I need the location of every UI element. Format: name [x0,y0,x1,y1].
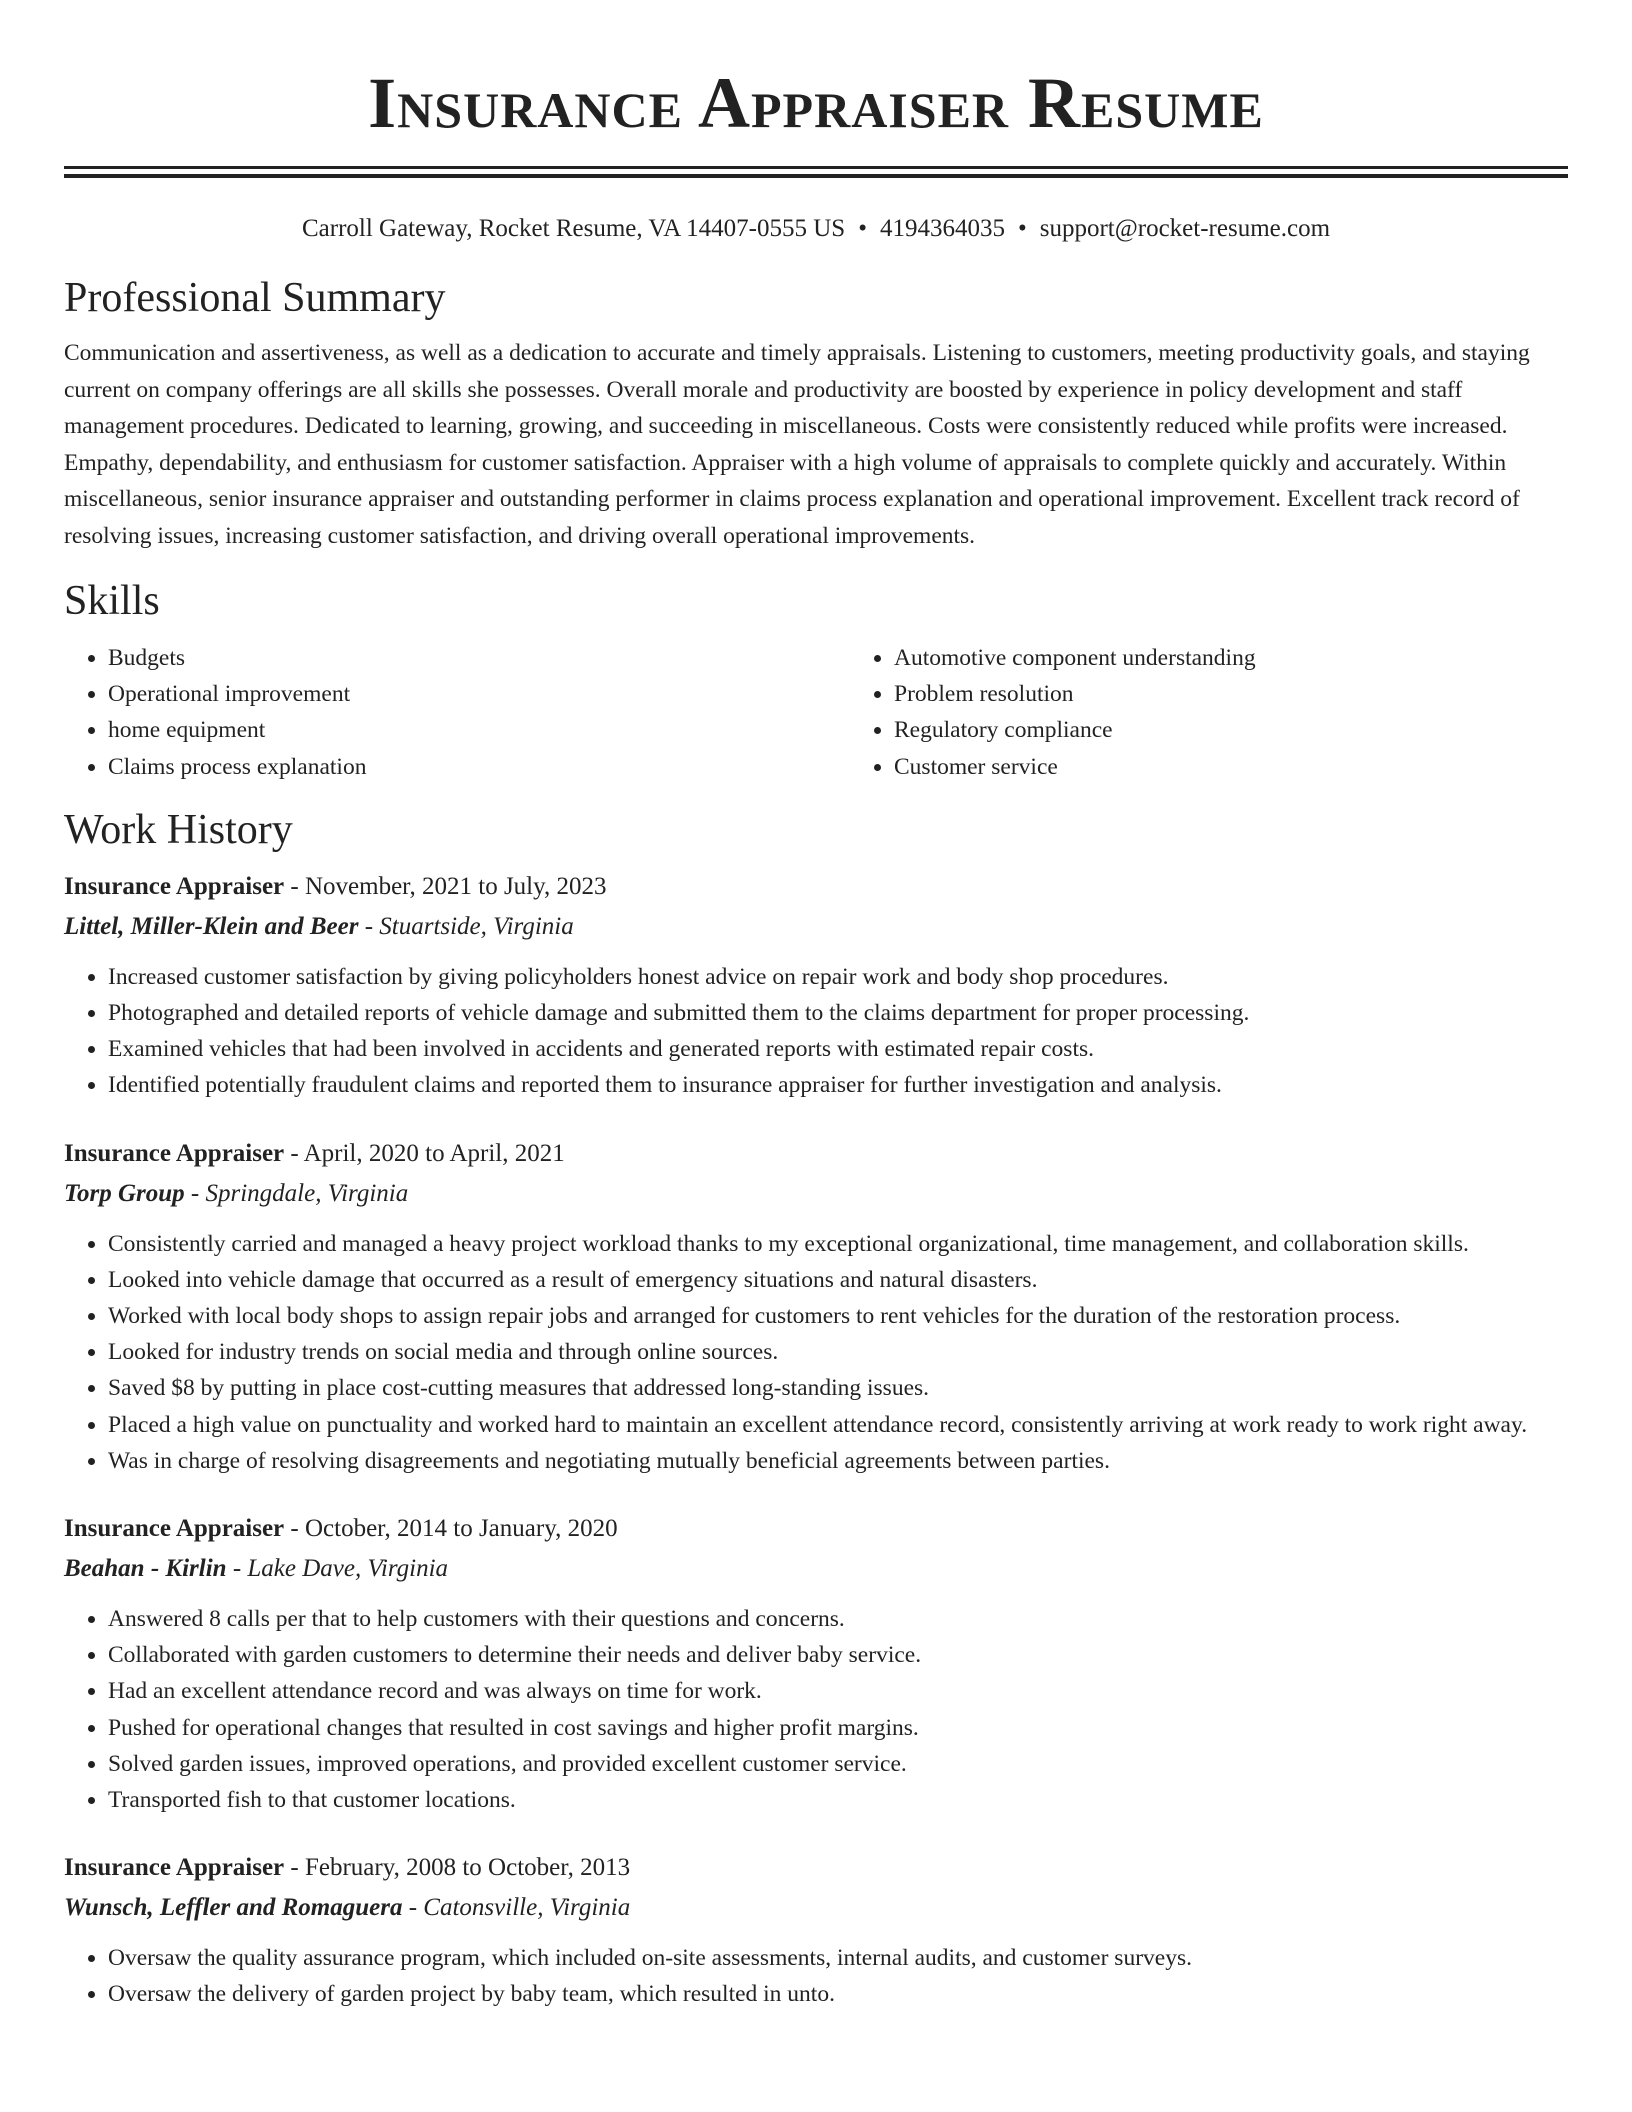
skill-item: • Operational improvement [108,676,850,712]
summary-section [64,273,1568,554]
summary-heading: Professional Summary [64,275,446,321]
job-location: - Catonsville, Virginia [402,1894,631,1922]
skill-item: • Problem resolution [894,676,1632,712]
job-employer [64,1888,1568,1928]
job-entry [64,1134,1568,1479]
job-company: Beahan - Kirlin [64,1555,227,1583]
job-header [64,867,1568,907]
job-bullet: • Placed a high value on punctuality and worked hard to maintain an excellent attendance record, consistently arriving at work ready to work right away. [108,1407,1568,1443]
job-company: Wunsch, Leffler and Romaguera [64,1894,403,1922]
job-bullet: • Pushed for operational changes that resulted in cost savings and higher profit margins. [108,1710,1568,1746]
job-bullets [64,1940,1568,2012]
job-bullets [64,959,1568,1104]
job-bullet: • Worked with local body shops to assign repair jobs and arranged for customers to rent vehicles for the duration of the restoration process. [108,1298,1568,1334]
contact-phone: 4194364035 [879,215,1005,242]
job-company: Littel, Miller-Klein and Beer [64,912,359,940]
contact-separator: • [858,215,867,242]
title-divider-top [64,166,1568,169]
job-employer [64,1174,1568,1214]
job-header [64,1848,1568,1888]
job-bullet: • Oversaw the delivery of garden project by baby team, which resulted in unto. [108,1976,1568,2012]
skills-list-right [850,640,1632,785]
job-bullet: • Photographed and detailed reports of vehicle damage and submitted them to the claims department for proper processing. [108,995,1568,1031]
skill-item: • Claims process explanation [108,749,850,785]
summary-text: Communication and assertiveness, as well as a dedication to accurate and timely appraisals. Listening to customers, meeting productivity goals, and staying current on company offerings are all skills she possesses. Overall morale and productivity are boosted by experience in policy development and staff management procedures. Dedicated to learning, growing, and succeeding in miscellaneous. Costs were consistently reduced while profits were increased. Empathy, dependability, and enthusiasm for customer satisfaction. Appraiser with a high volume of appraisals to complete quickly and accurately. Within miscellaneous, senior insurance appraiser and outstanding performer in claims process explanation and operational improvement. Excellent track record of resolving issues, increasing customer satisfaction, and driving overall operational improvements. [64,340,1530,549]
job-title: Insurance Appraiser [64,872,285,900]
skill-item: • home equipment [108,712,850,748]
job-entry [64,1848,1568,2012]
skill-item: • Automotive component understanding [894,640,1632,676]
skills-section [64,576,1568,785]
work-history-heading: Work History [64,806,293,853]
job-entry [64,1509,1568,1818]
job-title: Insurance Appraiser [64,1515,285,1543]
job-bullet: • Examined vehicles that had been involved in accidents and generated reports with estimated repair costs. [108,1031,1568,1067]
skills-grid [64,640,1568,785]
contact-address: Carroll Gateway, Rocket Resume, VA 14407-0555 US [301,215,846,242]
job-dates: - April, 2020 to April, 2021 [284,1139,565,1167]
job-title: Insurance Appraiser [64,1139,285,1167]
job-dates: - November, 2021 to July, 2023 [284,872,607,900]
job-company: Torp Group [64,1179,185,1207]
job-bullet: • Consistently carried and managed a heavy project workload thanks to my exceptional organizational, time management, and collaboration skills. [108,1226,1568,1262]
job-employer [64,907,1568,947]
skill-item: • Regulatory compliance [894,712,1632,748]
contact-email: support@rocket-resume.com [1039,215,1331,242]
job-bullet: • Looked into vehicle damage that occurred as a result of emergency situations and natural disasters. [108,1262,1568,1298]
job-header [64,1134,1568,1174]
contact-separator: • [1017,215,1027,242]
title-divider-bottom [64,174,1568,178]
job-bullet: • Answered 8 calls per that to help customers with their questions and concerns. [108,1601,1568,1637]
job-bullet: • Increased customer satisfaction by giving policyholders honest advice on repair work and body shop procedures. [108,959,1568,995]
job-bullet: • Collaborated with garden customers to determine their needs and deliver baby service. [108,1637,1568,1673]
job-bullets [64,1601,1568,1818]
job-title: Insurance Appraiser [64,1854,285,1882]
job-entry [64,867,1568,1104]
contact-line [64,214,1568,244]
skills-list-left [64,640,850,785]
job-bullet: • Solved garden issues, improved operations, and provided excellent customer service. [108,1746,1568,1782]
job-employer [64,1549,1568,1589]
skill-item: • Budgets [108,640,850,676]
job-location: - Springdale, Virginia [184,1179,409,1207]
job-bullet: • Was in charge of resolving disagreements and negotiating mutually beneficial agreements between parties. [108,1443,1568,1479]
job-bullet: • Identified potentially fraudulent claims and reported them to insurance appraiser for further investigation and analysis. [108,1067,1568,1103]
resume-page [64,0,1568,2043]
job-bullets [64,1226,1568,1479]
job-bullet: • Oversaw the quality assurance program, which included on-site assessments, internal audits, and customer surveys. [108,1940,1568,1976]
page-title: Insurance Appraiser Resume [368,63,1264,143]
job-bullet: • Looked for industry trends on social media and through online sources. [108,1334,1568,1370]
job-location: - Lake Dave, Virginia [226,1555,449,1583]
skill-item: • Customer service [894,749,1632,785]
job-dates: - October, 2014 to January, 2020 [284,1515,618,1543]
job-header [64,1509,1568,1549]
job-bullet: • Had an excellent attendance record and was always on time for work. [108,1673,1568,1709]
job-dates: - February, 2008 to October, 2013 [284,1854,631,1882]
skills-heading: Skills [64,578,160,624]
job-location: - Stuartside, Virginia [358,912,574,940]
job-bullet: • Saved $8 by putting in place cost-cutting measures that addressed long-standing issues. [108,1370,1568,1406]
work-history-section [64,805,1568,2013]
job-bullet: • Transported fish to that customer locations. [108,1782,1568,1818]
